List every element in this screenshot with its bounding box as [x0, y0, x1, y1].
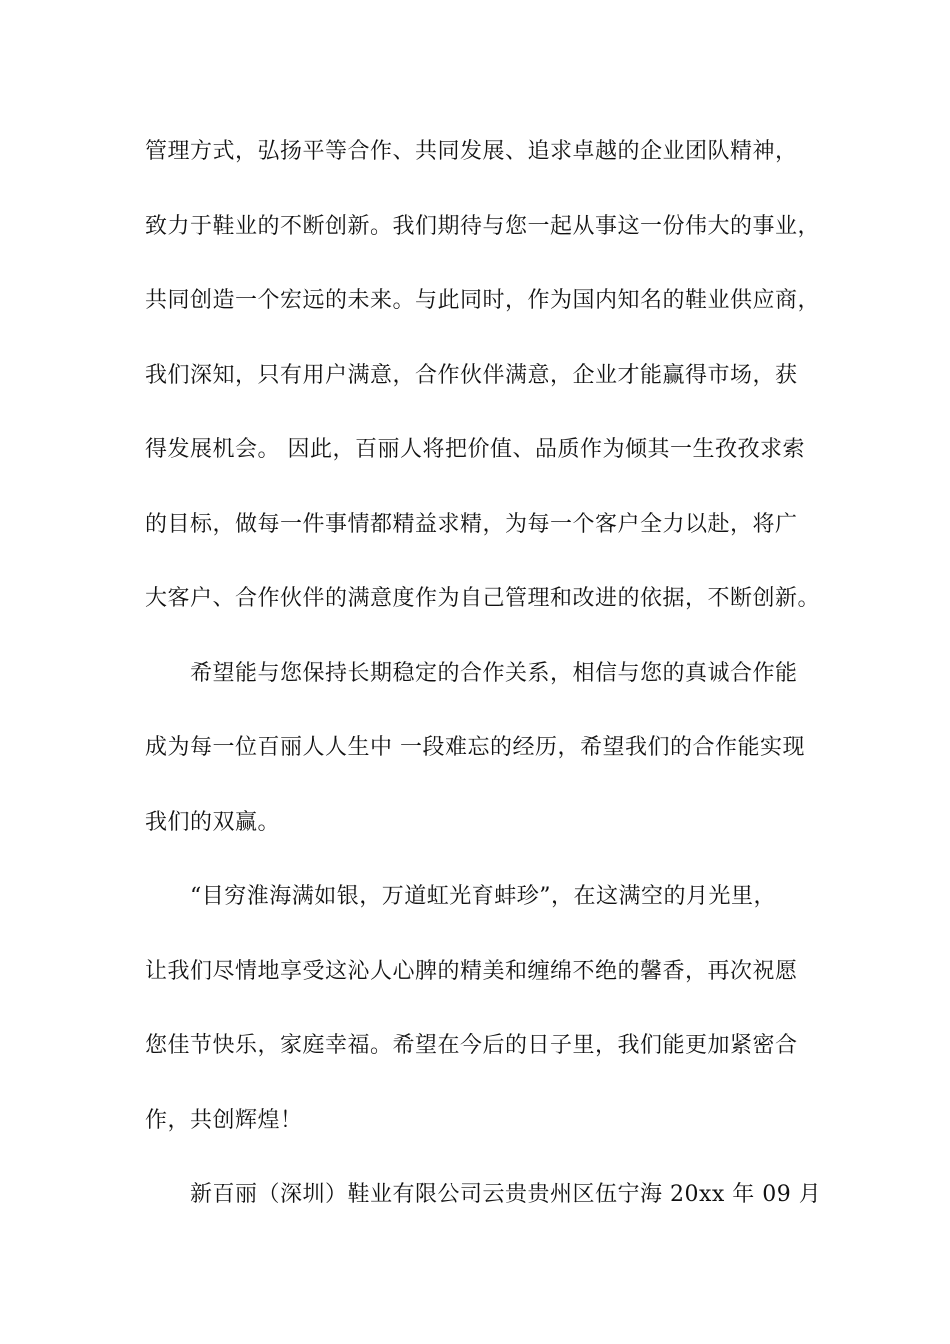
text-line: “目穷淮海满如银，万道虹光育蚌珍”，在这满空的月光里，: [190, 884, 776, 909]
text-line: 大客户、合作伙伴的满意度作为自己管理和改进的依据，不断创新。: [145, 586, 821, 611]
text-line: 让我们尽情地享受这沁人心脾的精美和缠绵不绝的馨香，再次祝愿: [145, 959, 798, 984]
text-line: 成为每一位百丽人人生中 一段难忘的经历，希望我们的合作能实现: [145, 735, 805, 760]
text-line: 管理方式，弘扬平等合作、共同发展、追求卓越的企业团队精神，: [145, 139, 798, 164]
text-line: 希望能与您保持长期稳定的合作关系，相信与您的真诚合作能: [190, 661, 798, 686]
text-line: 致力于鞋业的不断创新。我们期待与您一起从事这一份伟大的事业，: [145, 214, 821, 239]
text-line: 作，共创辉煌！: [145, 1108, 303, 1133]
text-line: 我们的双赢。: [145, 810, 281, 835]
signature-line: 新百丽（深圳）鞋业有限公司云贵贵州区伍宁海 20xx 年 09 月: [190, 1182, 822, 1207]
text-line: 我们深知，只有用户满意，合作伙伴满意，企业才能赢得市场，获: [145, 363, 798, 388]
text-line: 得发展机会。 因此，百丽人将把价值、品质作为倾其一生孜孜求索: [145, 437, 805, 462]
text-line: 的目标，做每一件事情都精益求精，为每一个客户全力以赴，将广: [145, 512, 798, 537]
text-line: 共同创造一个宏远的未来。与此同时，作为国内知名的鞋业供应商，: [145, 288, 821, 313]
text-line: 您佳节快乐，家庭幸福。希望在今后的日子里，我们能更加紧密合: [145, 1033, 798, 1058]
